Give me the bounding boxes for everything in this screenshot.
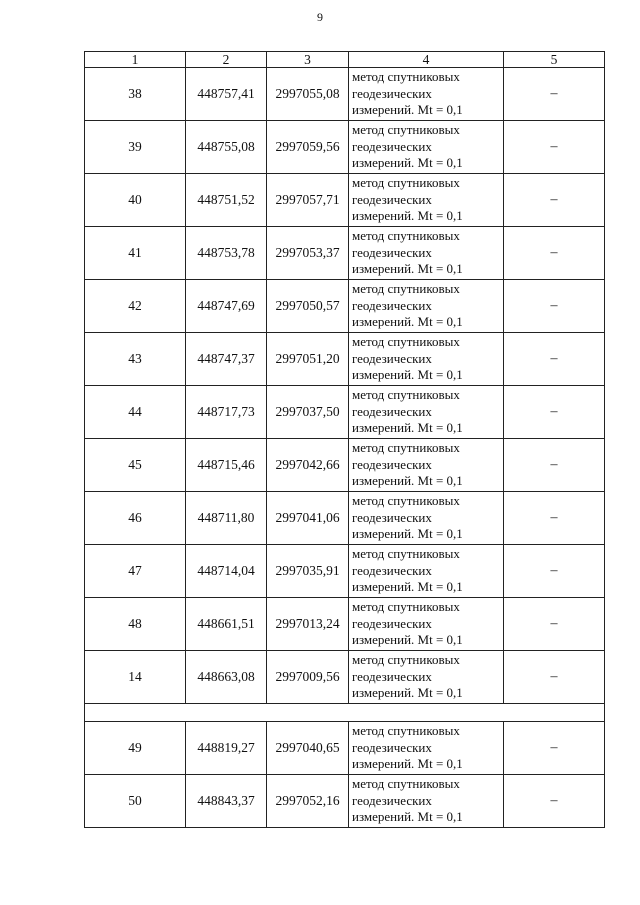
y-coordinate-cell: 2997042,66 <box>267 439 349 492</box>
method-text-line: метод спутниковых <box>352 334 460 350</box>
group-separator-row <box>85 704 605 722</box>
method-text-line: геодезических <box>352 403 432 419</box>
column-5-cell: – <box>504 439 605 492</box>
x-coordinate-cell: 448843,37 <box>186 775 267 828</box>
table-row <box>85 386 605 439</box>
method-text-line: измерений. Mt = 0,1 <box>352 632 463 648</box>
y-coordinate-cell: 2997052,16 <box>267 775 349 828</box>
table-row <box>85 333 605 386</box>
method-text-line: метод спутниковых <box>352 175 460 191</box>
method-text-line: геодезических <box>352 792 432 808</box>
y-coordinate-cell: 2997057,71 <box>267 174 349 227</box>
y-coordinate-cell: 2997053,37 <box>267 227 349 280</box>
method-text-line: геодезических <box>352 244 432 260</box>
method-text-line: метод спутниковых <box>352 599 460 615</box>
method-cell <box>349 227 504 280</box>
method-text-line: измерений. Mt = 0,1 <box>352 261 463 277</box>
method-text-line: измерений. Mt = 0,1 <box>352 208 463 224</box>
point-number-cell: 45 <box>85 439 186 492</box>
table-body <box>85 68 605 828</box>
point-number-cell: 43 <box>85 333 186 386</box>
point-number-cell: 38 <box>85 68 186 121</box>
column-5-cell: – <box>504 492 605 545</box>
x-coordinate-cell: 448751,52 <box>186 174 267 227</box>
table-row <box>85 722 605 775</box>
table-row <box>85 492 605 545</box>
method-cell <box>349 121 504 174</box>
column-5-cell: – <box>504 386 605 439</box>
method-text-line: геодезических <box>352 615 432 631</box>
y-coordinate-cell: 2997009,56 <box>267 651 349 704</box>
point-number-cell: 39 <box>85 121 186 174</box>
x-coordinate-cell: 448715,46 <box>186 439 267 492</box>
group-separator-cell <box>85 704 605 722</box>
method-text-line: метод спутниковых <box>352 387 460 403</box>
y-coordinate-cell: 2997051,20 <box>267 333 349 386</box>
method-text-line: метод спутниковых <box>352 546 460 562</box>
method-text-line: геодезических <box>352 85 432 101</box>
method-text-line: метод спутниковых <box>352 723 460 739</box>
point-number-cell: 44 <box>85 386 186 439</box>
column-5-cell: – <box>504 545 605 598</box>
table-row <box>85 280 605 333</box>
column-5-cell: – <box>504 598 605 651</box>
y-coordinate-cell: 2997040,65 <box>267 722 349 775</box>
table-row <box>85 651 605 704</box>
x-coordinate-cell: 448661,51 <box>186 598 267 651</box>
method-text-line: геодезических <box>352 562 432 578</box>
column-header: 5 <box>504 52 605 68</box>
method-text-line: измерений. Mt = 0,1 <box>352 473 463 489</box>
method-text-line: геодезических <box>352 350 432 366</box>
column-5-cell: – <box>504 227 605 280</box>
x-coordinate-cell: 448755,08 <box>186 121 267 174</box>
x-coordinate-cell: 448819,27 <box>186 722 267 775</box>
method-text-line: измерений. Mt = 0,1 <box>352 526 463 542</box>
method-cell <box>349 386 504 439</box>
x-coordinate-cell: 448747,37 <box>186 333 267 386</box>
method-text-line: геодезических <box>352 191 432 207</box>
y-coordinate-cell: 2997037,50 <box>267 386 349 439</box>
method-cell <box>349 598 504 651</box>
method-cell <box>349 280 504 333</box>
method-text-line: измерений. Mt = 0,1 <box>352 420 463 436</box>
point-number-cell: 47 <box>85 545 186 598</box>
column-header: 4 <box>349 52 504 68</box>
point-number-cell: 40 <box>85 174 186 227</box>
point-number-cell: 41 <box>85 227 186 280</box>
y-coordinate-cell: 2997055,08 <box>267 68 349 121</box>
y-coordinate-cell: 2997035,91 <box>267 545 349 598</box>
method-text-line: измерений. Mt = 0,1 <box>352 685 463 701</box>
column-5-cell: – <box>504 775 605 828</box>
table-row <box>85 439 605 492</box>
x-coordinate-cell: 448663,08 <box>186 651 267 704</box>
point-number-cell: 46 <box>85 492 186 545</box>
method-text-line: геодезических <box>352 138 432 154</box>
column-5-cell: – <box>504 121 605 174</box>
method-text-line: измерений. Mt = 0,1 <box>352 367 463 383</box>
method-text-line: измерений. Mt = 0,1 <box>352 155 463 171</box>
y-coordinate-cell: 2997013,24 <box>267 598 349 651</box>
method-text-line: метод спутниковых <box>352 440 460 456</box>
column-header: 1 <box>85 52 186 68</box>
method-text-line: геодезических <box>352 668 432 684</box>
table-row <box>85 598 605 651</box>
column-5-cell: – <box>504 280 605 333</box>
x-coordinate-cell: 448714,04 <box>186 545 267 598</box>
column-header: 3 <box>267 52 349 68</box>
point-number-cell: 50 <box>85 775 186 828</box>
x-coordinate-cell: 448753,78 <box>186 227 267 280</box>
method-text-line: метод спутниковых <box>352 776 460 792</box>
method-text-line: метод спутниковых <box>352 228 460 244</box>
method-cell <box>349 651 504 704</box>
column-5-cell: – <box>504 174 605 227</box>
table-row <box>85 174 605 227</box>
method-text-line: геодезических <box>352 509 432 525</box>
table-row <box>85 68 605 121</box>
method-text-line: метод спутниковых <box>352 281 460 297</box>
method-text-line: геодезических <box>352 456 432 472</box>
method-text-line: метод спутниковых <box>352 493 460 509</box>
method-cell <box>349 333 504 386</box>
method-text-line: метод спутниковых <box>352 69 460 85</box>
table-row <box>85 545 605 598</box>
method-text-line: метод спутниковых <box>352 122 460 138</box>
table-row <box>85 227 605 280</box>
method-text-line: геодезических <box>352 739 432 755</box>
table-row <box>85 121 605 174</box>
y-coordinate-cell: 2997041,06 <box>267 492 349 545</box>
page-number: 9 <box>317 10 323 24</box>
method-text-line: геодезических <box>352 297 432 313</box>
x-coordinate-cell: 448717,73 <box>186 386 267 439</box>
x-coordinate-cell: 448711,80 <box>186 492 267 545</box>
method-text-line: измерений. Mt = 0,1 <box>352 756 463 772</box>
table-header-row <box>85 52 605 68</box>
method-cell <box>349 174 504 227</box>
method-text-line: измерений. Mt = 0,1 <box>352 579 463 595</box>
method-cell <box>349 775 504 828</box>
point-number-cell: 14 <box>85 651 186 704</box>
method-text-line: измерений. Mt = 0,1 <box>352 314 463 330</box>
method-cell <box>349 68 504 121</box>
column-5-cell: – <box>504 722 605 775</box>
x-coordinate-cell: 448757,41 <box>186 68 267 121</box>
column-header: 2 <box>186 52 267 68</box>
method-cell <box>349 545 504 598</box>
column-5-cell: – <box>504 651 605 704</box>
method-cell <box>349 439 504 492</box>
y-coordinate-cell: 2997050,57 <box>267 280 349 333</box>
method-text-line: измерений. Mt = 0,1 <box>352 102 463 118</box>
column-5-cell: – <box>504 68 605 121</box>
x-coordinate-cell: 448747,69 <box>186 280 267 333</box>
y-coordinate-cell: 2997059,56 <box>267 121 349 174</box>
table-row <box>85 775 605 828</box>
point-number-cell: 49 <box>85 722 186 775</box>
method-cell <box>349 722 504 775</box>
method-cell <box>349 492 504 545</box>
point-number-cell: 48 <box>85 598 186 651</box>
method-text-line: измерений. Mt = 0,1 <box>352 809 463 825</box>
point-number-cell: 42 <box>85 280 186 333</box>
column-5-cell: – <box>504 333 605 386</box>
coordinates-table <box>84 51 605 828</box>
method-text-line: метод спутниковых <box>352 652 460 668</box>
